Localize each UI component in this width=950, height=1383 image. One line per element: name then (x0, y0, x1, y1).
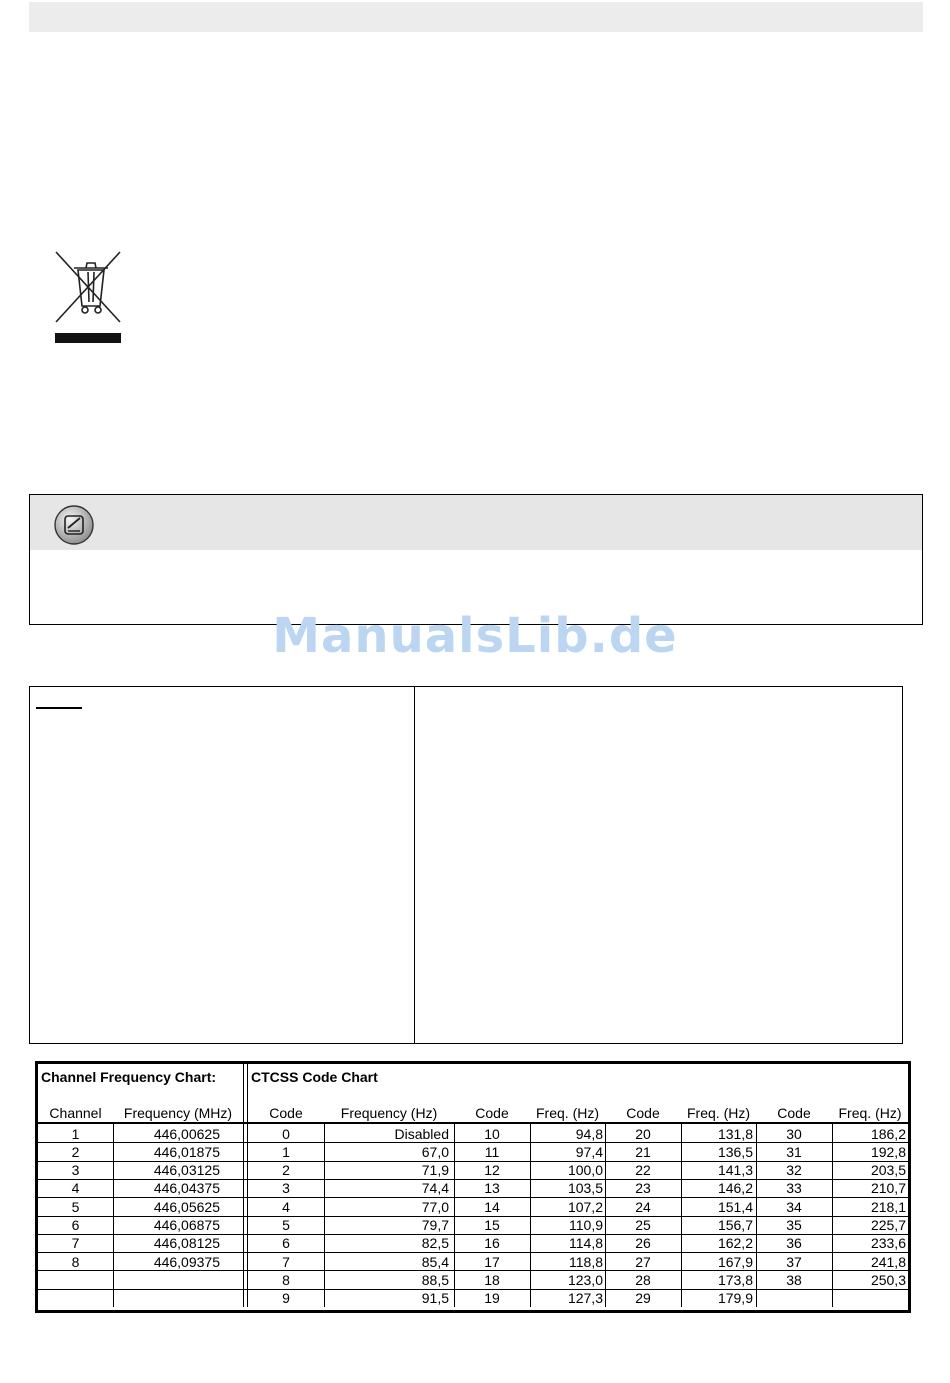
table-cell: 123,0 (567, 1271, 603, 1288)
table-cell: 7 (71, 1235, 80, 1252)
table-cell: 77,0 (421, 1198, 449, 1215)
table-cell: 34 (786, 1198, 802, 1215)
table-cell: 4 (282, 1198, 290, 1215)
column-header: Channel (49, 1105, 102, 1121)
table-cell: 30 (786, 1125, 802, 1142)
column-header: Freq. (Hz) (536, 1105, 599, 1121)
table-cell: 192,8 (870, 1143, 906, 1160)
table-cell: 26 (635, 1235, 651, 1252)
table-cell: 2 (282, 1162, 290, 1179)
table-cell: 23 (635, 1180, 651, 1197)
ctcss-chart-title: CTCSS Code Chart (251, 1069, 378, 1085)
table-cell: 29 (635, 1290, 651, 1307)
table-cell: 0 (282, 1125, 290, 1142)
table-cell: 179,9 (717, 1290, 753, 1307)
column-header: Code (269, 1105, 303, 1121)
table-cell: 74,4 (421, 1180, 449, 1197)
table-cell: 110,9 (569, 1217, 603, 1233)
table-cell: 446,06875 (153, 1217, 220, 1233)
table-cell: 37 (786, 1253, 802, 1270)
table-cell: 162,2 (717, 1235, 753, 1252)
table-cell: 28 (635, 1271, 651, 1288)
column-header: Frequency (Hz) (340, 1105, 438, 1121)
table-cell: 19 (484, 1290, 500, 1307)
table-cell: 136,5 (717, 1143, 753, 1160)
table-cell: 446,01875 (153, 1143, 220, 1160)
table-cell: 17 (484, 1253, 500, 1270)
column-header: Code (626, 1105, 660, 1121)
frequency-chart-table (35, 1061, 911, 1313)
column-header: Code (777, 1105, 811, 1121)
table-cell: 18 (484, 1271, 500, 1288)
table-cell: 173,8 (717, 1271, 753, 1288)
table-cell: 446,05625 (153, 1198, 220, 1215)
note-header (30, 495, 922, 550)
table-cell: 9 (282, 1290, 290, 1307)
table-cell: 4 (71, 1180, 80, 1197)
table-cell: 88,5 (421, 1271, 449, 1288)
table-cell: 6 (71, 1217, 80, 1233)
table-cell: 15 (484, 1217, 500, 1233)
table-cell: 91,5 (421, 1290, 449, 1307)
table-cell: 67,0 (421, 1143, 449, 1160)
table-cell: 114,8 (569, 1235, 603, 1252)
table-cell: 446,08125 (153, 1235, 220, 1252)
column-header: Frequency (MHz) (123, 1105, 233, 1121)
table-cell: 446,03125 (153, 1162, 220, 1179)
table-cell: 1 (71, 1125, 80, 1142)
specifications-box (29, 686, 903, 1044)
table-cell: 33 (786, 1180, 802, 1197)
table-cell: 5 (71, 1198, 80, 1215)
table-cell: 233,6 (870, 1235, 906, 1252)
crossed-out-wheelie-bin-icon (52, 248, 124, 346)
table-cell: Disabled (394, 1125, 449, 1142)
table-cell: 131,8 (717, 1125, 753, 1142)
table-cell: 82,5 (421, 1235, 449, 1252)
table-cell: 24 (635, 1198, 651, 1215)
table-cell: 218,1 (870, 1198, 906, 1215)
column-header: Freq. (Hz) (838, 1105, 902, 1121)
table-cell: 2 (71, 1143, 80, 1160)
table-cell: 85,4 (421, 1253, 449, 1270)
table-cell: 118,8 (569, 1253, 603, 1270)
watermark: ManualsLib.de (272, 608, 678, 664)
table-cell: 100,0 (567, 1162, 603, 1179)
channel-chart-title: Channel Frequency Chart: (41, 1069, 217, 1085)
heading-underline (36, 707, 82, 709)
table-cell: 3 (71, 1162, 80, 1179)
table-cell: 36 (786, 1235, 802, 1252)
table-cell: 1 (282, 1143, 290, 1160)
table-cell: 8 (282, 1271, 290, 1288)
table-cell: 7 (282, 1253, 290, 1270)
table-cell: 16 (484, 1235, 500, 1252)
table-cell: 22 (635, 1162, 651, 1179)
table-cell: 186,2 (870, 1125, 906, 1142)
note-pencil-icon (53, 504, 95, 546)
table-cell: 12 (484, 1162, 500, 1179)
table-cell: 20 (635, 1125, 651, 1142)
table-cell: 107,2 (567, 1198, 603, 1215)
table-cell: 11 (484, 1143, 500, 1160)
table-cell: 25 (635, 1217, 651, 1233)
table-cell: 127,3 (567, 1290, 603, 1307)
table-cell: 250,3 (870, 1271, 906, 1288)
table-cell: 5 (282, 1217, 290, 1233)
column-header: Freq. (Hz) (687, 1105, 750, 1121)
table-cell: 156,7 (717, 1217, 753, 1233)
note-box (29, 494, 923, 625)
table-cell: 151,4 (717, 1198, 753, 1215)
table-cell: 225,7 (870, 1217, 906, 1233)
table-cell: 14 (484, 1198, 500, 1215)
table-cell: 27 (635, 1253, 651, 1270)
table-cell: 203,5 (870, 1162, 906, 1179)
table-cell: 13 (484, 1180, 500, 1197)
column-divider (414, 687, 415, 1043)
table-cell: 35 (786, 1217, 802, 1233)
table-cell: 21 (635, 1143, 651, 1160)
table-cell: 141,3 (717, 1162, 753, 1179)
table-cell: 146,2 (717, 1180, 753, 1197)
table-cell: 3 (282, 1180, 290, 1197)
header-bar (29, 2, 923, 32)
table-cell: 241,8 (870, 1253, 906, 1270)
table-cell: 6 (282, 1235, 290, 1252)
table-cell: 103,5 (567, 1180, 603, 1197)
table-cell: 446,00625 (153, 1125, 220, 1142)
table-cell: 167,9 (717, 1253, 753, 1270)
table-cell: 8 (71, 1253, 80, 1270)
table-cell: 32 (786, 1162, 802, 1179)
table-cell: 79,7 (421, 1217, 449, 1233)
table-cell: 97,4 (575, 1143, 603, 1160)
table-cell: 210,7 (870, 1180, 906, 1197)
table-cell: 31 (786, 1143, 802, 1160)
table-cell: 446,04375 (153, 1180, 220, 1197)
table-cell: 94,8 (575, 1125, 603, 1142)
column-header: Code (475, 1105, 509, 1121)
table-cell: 71,9 (421, 1162, 449, 1179)
table-cell: 10 (484, 1125, 500, 1142)
table-cell: 38 (786, 1271, 802, 1288)
table-cell: 446,09375 (153, 1253, 220, 1270)
